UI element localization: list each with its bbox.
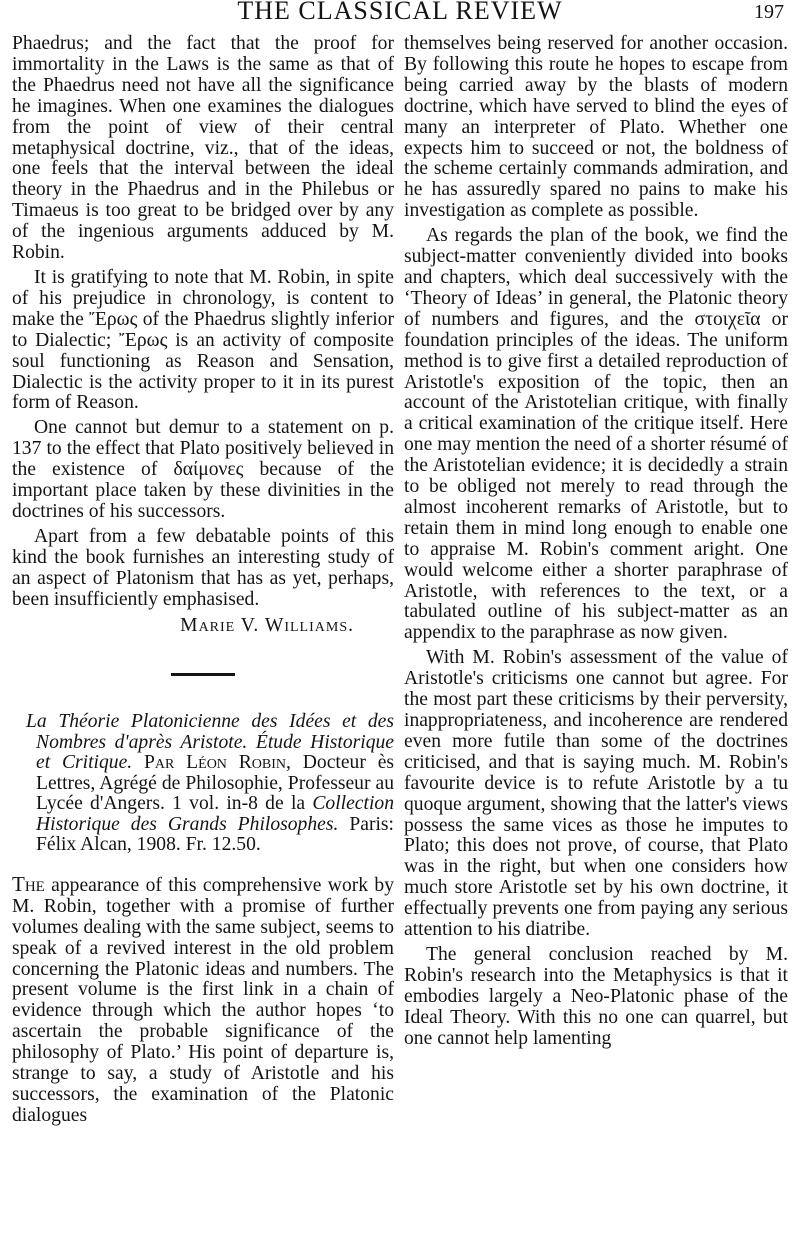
page-number: 197 bbox=[754, 1, 784, 23]
lead-word: The bbox=[12, 871, 45, 896]
paragraph-review-intro bbox=[12, 871, 394, 1127]
citation-details: Docteur ès Lettres, Agrégé de Philosophie, Professeur au Lycée d'Angers. 1 vol. in-8 de la bbox=[36, 752, 395, 815]
paragraph-review-intro-text: appearance of this comprehensive work by M. Robin, together with a promise of further volumes dealing with the same subject, seems to speak of a revived interest in the old problem concerning the Platonic ideas and numbers. The present volume is the first link in a chain of evidence through which the author hopes ‘to ascertain the probable significance of the philosophy of Plato.’ His point of departure is, strange to say, a study of Aristotle and his successors, the examination of the Platonic dialogues bbox=[12, 874, 394, 1126]
paragraph-method: themselves being reserved for another occasion. By following this route he hopes to escape from being carried away by the blasts of modern doctrine, which have served to blind the eyes of many an interpreter of Plato. Whether one expects him to succeed or not, the boldness of the scheme certainly commands admiration, and he has assuredly spared no pains to make his investigation as complete as possible. bbox=[404, 33, 788, 222]
citation-title: La Théorie Platonicienne des Idées et des Nombres d'après Aristote. Étude Historique et Critique. bbox=[26, 711, 394, 774]
page-header bbox=[0, 0, 800, 24]
citation-series: Collection Historique des Grands Philosophes. bbox=[36, 793, 394, 835]
running-title: THE CLASSICAL REVIEW bbox=[237, 0, 563, 25]
section-divider bbox=[171, 673, 235, 676]
citation-publisher: Paris: Félix Alcan, 1908. Fr. 12.50. bbox=[36, 813, 394, 856]
paragraph-plan: As regards the plan of the book, we find the subject-matter conveniently divided into books and chapters, which deal successively with the ‘Theory of Ideas’ in general, the Platonic theory of numbers and figures, and the στοιχεῖα or foundation principles of the ideas. The uniform method is to give first a detailed reproduction of Aristotle's exposition of the topic, then an account of the Aristotelian critique, with finally a critical examination of the critique itself. Here one may mention the need of a shorter résumé of the Aristotelian evidence; it is decidedly a strain to be obliged not merely to read through the almost incoherent remarks of Aristotle, but to retain them in mind long enough to enable one to appraise M. Robin's comment aright. One would welcome either a shorter paraphrase of Aristotle, with references to the text, or a tabulated outline of his subject-matter as an appendix to the paraphrase as now given. bbox=[404, 225, 788, 644]
right-column bbox=[404, 34, 788, 1050]
paragraph-daimones: One cannot but demur to a statement on p. 137 to the effect that Plato positively believed in the existence of δαίμονες because of the important place taken by these divinities in the doctrines of his successors. bbox=[12, 417, 394, 522]
paragraph-continued: Phaedrus; and the fact that the proof for immortality in the Laws is the same as that of the Phaedrus need not have all the significance he imagines. When one examines the dialogues from the point of view of their central metaphysical doctrine, viz., that of the ideas, one feels that the interval between the ideal theory in the Phaedrus and in the Philebus or Timaeus is too great to be bridged over by any of the ingenious arguments adduced by M. Robin. bbox=[12, 33, 394, 264]
citation-author: Par Léon Robin, bbox=[144, 752, 291, 774]
paragraph-metaphysics: The general conclusion reached by M. Robin's research into the Metaphysics is that it embodies largely a Neo-Platonic phase of the Ideal Theory. With this no one can quarrel, but one cannot help lamenting bbox=[404, 943, 788, 1049]
paragraph-conclusion: Apart from a few debatable points of this kind the book furnishes an interesting study of an aspect of Platonism that has as yet, perhaps, been insufficiently emphasised. bbox=[12, 525, 394, 610]
review-signature: Marie V. Williams. bbox=[180, 615, 354, 637]
paragraph-eros: It is gratifying to note that M. Robin, in spite of his prejudice in chronology, is content to make the Ἔρως of the Phaedrus slightly inferior to Dialectic; Ἔρως is an activity of composite soul functioning as Reason and Sensation, Dialectic is the activity proper to it in its purest form of Reason. bbox=[12, 266, 394, 414]
paragraph-assessment: With M. Robin's assessment of the value of Aristotle's criticisms one cannot but agree. For the most part these criticisms by their perversity, inappropriateness, and incoherence are rendered even more futile than some of the doctrines criticised, and that is saying much. M. Robin's favourite device is to refute Aristotle by a tu quoque argument, showing that the latter's views possess the same vices as those he imputes to Plato; this does not prove, of course, that Plato was in the right, but when one considers how much store Aristotle set by his own doctrine, it effectually prevents one from paying any serious attention to his diatribe. bbox=[404, 647, 788, 941]
left-column bbox=[12, 34, 394, 1127]
book-citation bbox=[12, 712, 394, 856]
